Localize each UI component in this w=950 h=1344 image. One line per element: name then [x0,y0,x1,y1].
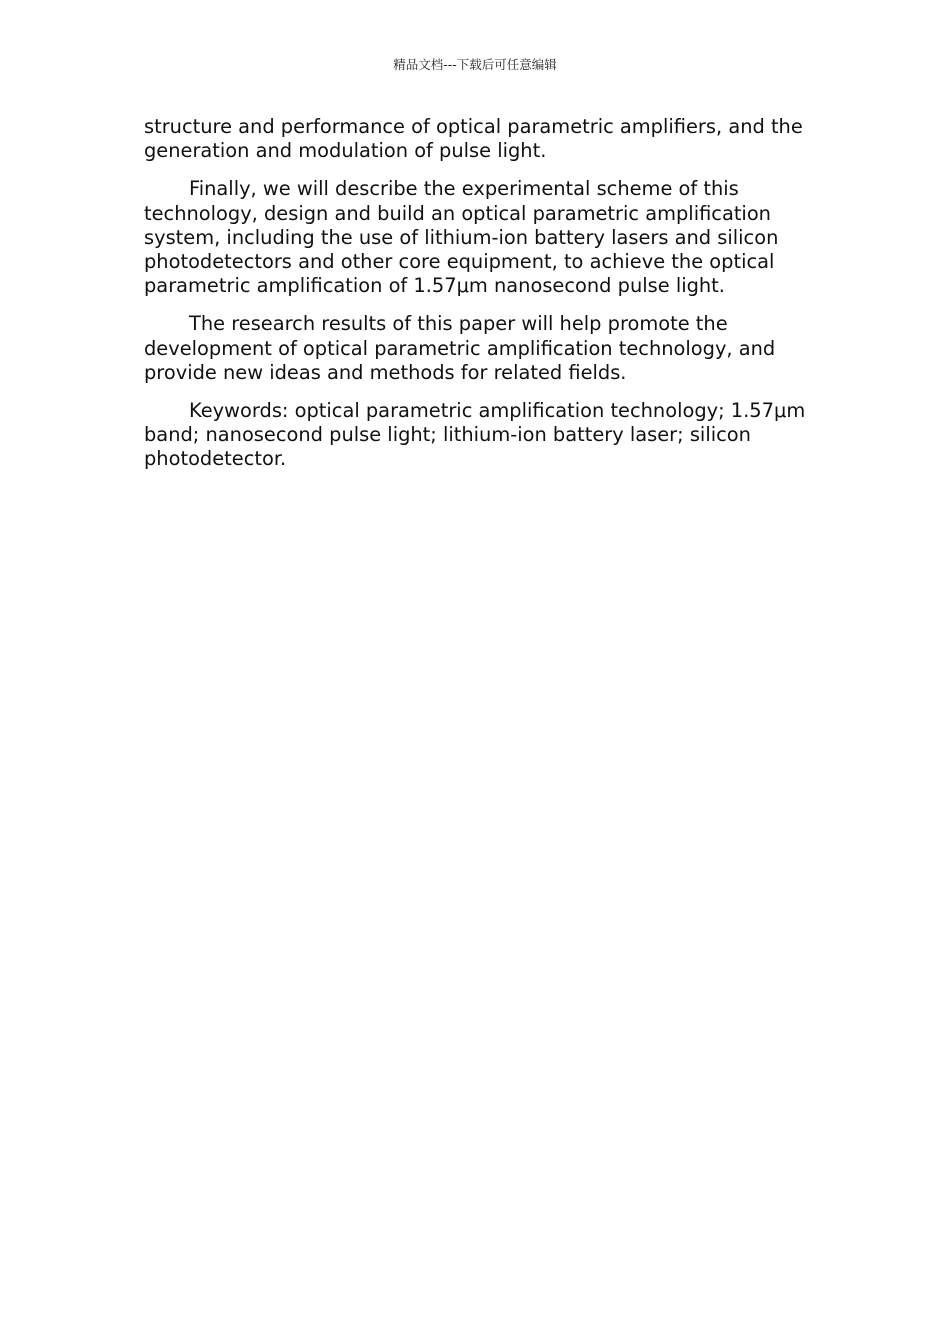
page-header: 精品文档---下载后可任意编辑 [393,57,557,72]
body-text [144,115,810,486]
paragraph-continuation: structure and performance of optical parametric amplifiers, and the generation and modulation of pulse light. [144,115,803,163]
paragraph-experimental-scheme: Finally, we will describe the experimental scheme of this technology, design and build an optical parametric amplification system, including the use of lithium-ion battery lasers and silicon photodetectors and other core equipment, to achieve the optical parametric amplification of 1.57μm nanosecond pulse light. [144,177,779,298]
paragraph-research-results: The research results of this paper will help promote the development of optical parametric amplification technology, and provide new ideas and methods for related fields. [144,312,776,384]
paragraph-keywords: Keywords: optical parametric amplification technology; 1.57μm band; nanosecond pulse light; lithium-ion battery laser; silicon photodetector. [144,399,806,471]
